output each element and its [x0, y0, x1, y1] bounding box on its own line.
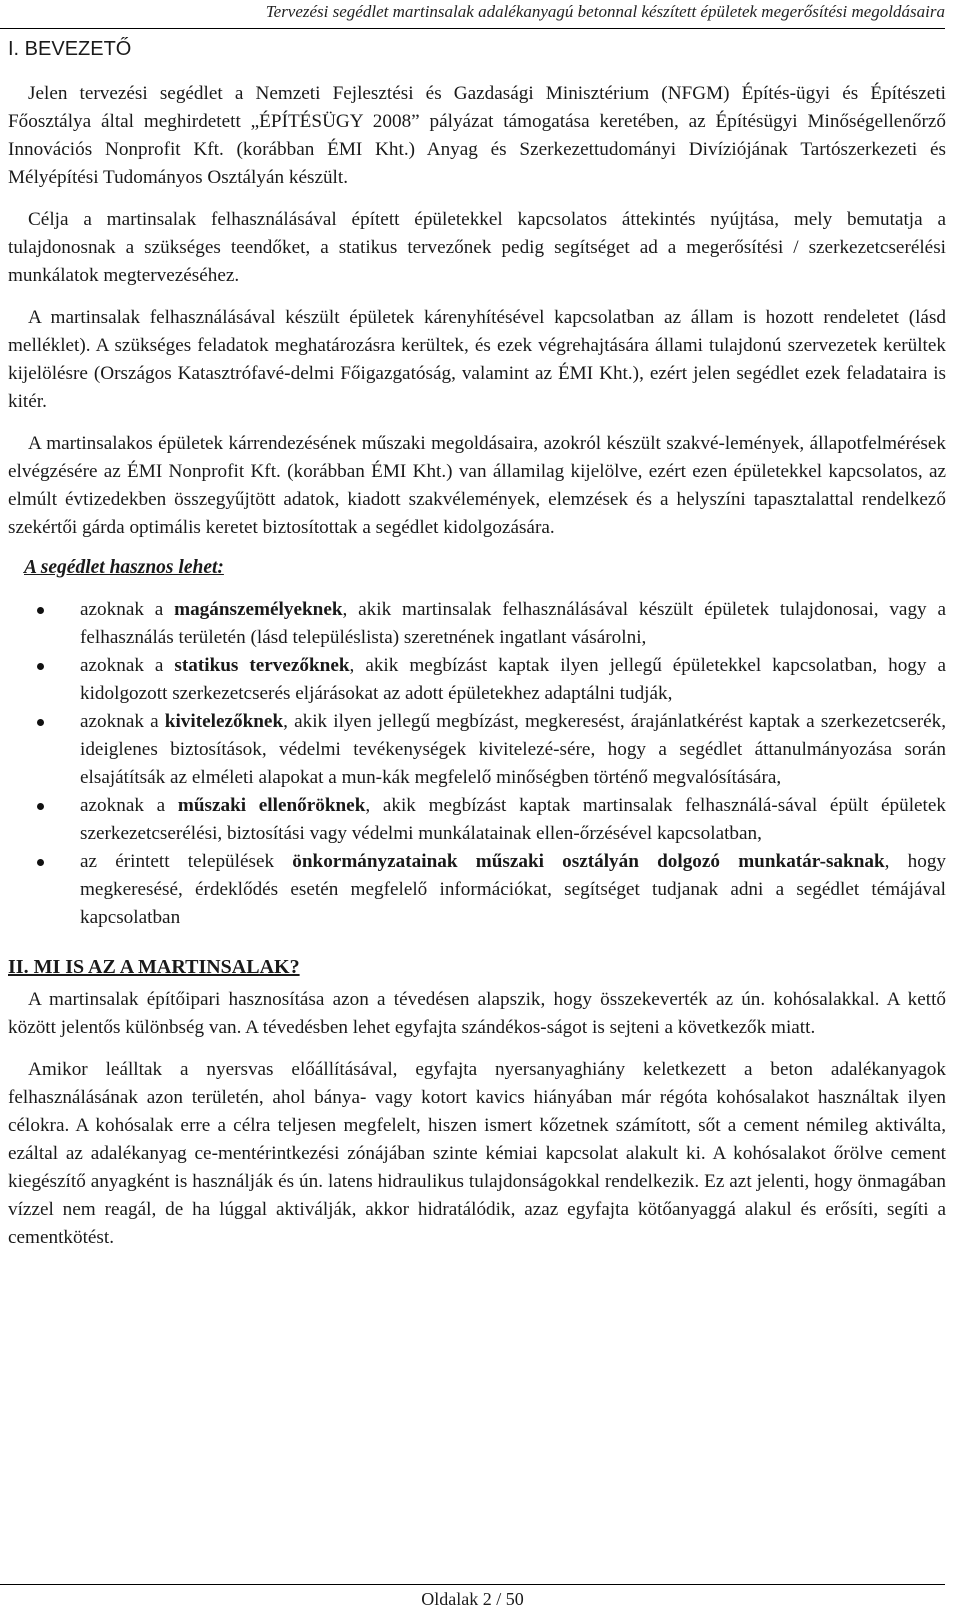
list-item [8, 596, 946, 652]
list-item-prefix: azoknak a [80, 655, 175, 676]
bullet-icon [37, 859, 44, 866]
list-item-emphasis: önkormányzatainak műszaki osztályán dolgozó munkatár-saknak [292, 851, 885, 872]
bullet-icon [37, 719, 44, 726]
intro-paragraph-4: A martinsalakos épületek kárrendezésének műszaki megoldásaira, azokról készült szakvé-lemények, állapotfelmérések elvégzésére az ÉMI Nonprofit Kft. (korábban ÉMI Kht.) van államilag kijelölve, ezért ezen épületekkel kapcsolatos, az elmúlt évtizedekben összegyűjtött adatok, kiadott szakvélemények, elemzések és a helyszíni tapasztalattal rendelkező szekértői gárda optimális keretet biztosítottak a segédlet kidolgozására. [8, 433, 946, 538]
list-item-emphasis: kivitelezőknek [164, 711, 284, 732]
page-footer [0, 1584, 945, 1617]
list-item-text: , akik megbízást kaptak martinsalak felhasználá-sával épült épületek szerkezetcserélési, biztosítási vagy védelmi munkálatainak ellen-őrzésével kapcsolatban, [80, 795, 946, 844]
list-item [8, 708, 946, 792]
audience-list [8, 596, 946, 932]
section-heading-introduction: I. BEVEZETŐ [8, 38, 132, 60]
intro-paragraph-1: Jelen tervezési segédlet a Nemzeti Fejlesztési és Gazdasági Minisztérium (NFGM) Építés-ügyi és Építészeti Főosztálya által meghirdetett „ÉPÍTÉSÜGY 2008” pályázat támogatása keretében, az Építésügyi Minőségellenőrző Innovációs Nonprofit Kft. (korábban ÉMI Kht.) Anyag és Szerkezettudományi Divíziójának Tartószerkezeti és Mélyépítési Tudományos Osztályán készült. [8, 83, 946, 188]
intro-paragraph-3: A martinsalak felhasználásával készült épületek kárenyhítésével kapcsolatban az állam is hozott rendeletet (lásd melléklet). A szükséges feladatok meghatározásra kerültek, és ezek végrehajtására állami tulajdonú szervezetek kerültek kijelölésre (Országos Katasztrófavé-delmi Főigazgatóság, valamint az ÉMI Kht.), ezért jelen segédlet ezek feladataira is kitér. [8, 307, 946, 412]
list-item-emphasis: műszaki ellenőröknek [177, 795, 366, 816]
list-item-prefix: az érintett települések [80, 851, 293, 872]
list-item-prefix: azoknak a [80, 795, 178, 816]
list-item-emphasis: magánszemélyeknek [174, 599, 343, 620]
page-content [8, 36, 946, 1252]
list-item-text: , akik megbízást kaptak ilyen jellegű épületekkel kapcsolatban, hogy a kidolgozott szerkezetcserés eljárásokat az adott épületekhez adaptálni tudják, [80, 655, 946, 704]
list-item-prefix: azoknak a [80, 711, 165, 732]
bullet-icon [37, 663, 44, 670]
useful-for-heading: A segédlet hasznos lehet: [24, 557, 224, 578]
running-header: Tervezési segédlet martinsalak adalékanyagú betonnal készített épületek megerősítési megoldásaira [0, 0, 945, 29]
intro-paragraph-2: Célja a martinsalak felhasználásával épített épületekkel kapcsolatos áttekintés nyújtása, mely bemutatja a tulajdonosnak a szükséges teendőket, a statikus tervezőnek pedig segítséget ad a megerősítési / szerkezetcserélési munkálatok megtervezéséhez. [8, 209, 946, 286]
list-item-text: , akik ilyen jellegű megbízást, megkeresést, árajánlatkérést kaptak a szerkezetcserék, ideiglenes biztosítások, védelmi tevékenységek kivitelezé-sére, hogy a segédlet áttanulmányozása során elsajátítsák az elméleti alapokat a mun-kák megfelelő minőségben történő megvalósítására, [80, 711, 946, 788]
list-item [8, 652, 946, 708]
list-item-prefix: azoknak a [80, 599, 175, 620]
list-item [8, 848, 946, 932]
bullet-icon [37, 803, 44, 810]
list-item [8, 792, 946, 848]
bullet-icon [37, 607, 44, 614]
list-item-text: , akik martinsalak felhasználásával készült épületek tulajdonosai, vagy a felhasználás területén (lásd településlista) szeretnének ingatlant vásárolni, [80, 599, 946, 648]
page-number: Oldalak 2 / 50 [421, 1589, 524, 1609]
slag-paragraph-1: A martinsalak építőipari hasznosítása azon a tévedésen alapszik, hogy összekeverték az ún. kohósalakkal. A kettő között jelentős különbség van. A tévedésben lehet egyfajta szándékos-ságot is sejteni a következők miatt. [8, 989, 946, 1038]
list-item-text: , hogy megkeresésé, érdeklődés esetén megfelelő információkat, segítséget tudjanak adni a segédlet témájával kapcsolatban [80, 851, 947, 928]
section-heading-what-is-slag: II. MI IS AZ A MARTINSALAK? [8, 956, 300, 978]
list-item-emphasis: statikus tervezőknek [174, 655, 350, 676]
slag-paragraph-2: Amikor leálltak a nyersvas előállításával, egyfajta nyersanyaghiány keletkezett a beton adalékanyagok felhasználásának azon területén, ahol bánya- vagy kotort kavics hiányában már régóta kohósalakot használtak ilyen célokra. A kohósalak erre a célra teljesen megfelelt, hiszen ismert kőzetnek számított, sőt a cement némileg aktiválta, ezáltal az adalékanyag ce-mentérintkezési zónájában szinte kémiai kapcsolat alakult ki. A kohósalakot őrölve cement kiegészítő anyagként is használják és ún. latens hidraulikus tulajdonságokkal rendelkezik. Ez azt jelenti, hogy önmagában vízzel nem reagál, de ha lúggal aktiválják, akkor hidratálódik, azaz egyfajta kötőanyaggá alakul és erősíti, segíti a cementkötést. [8, 1059, 946, 1248]
